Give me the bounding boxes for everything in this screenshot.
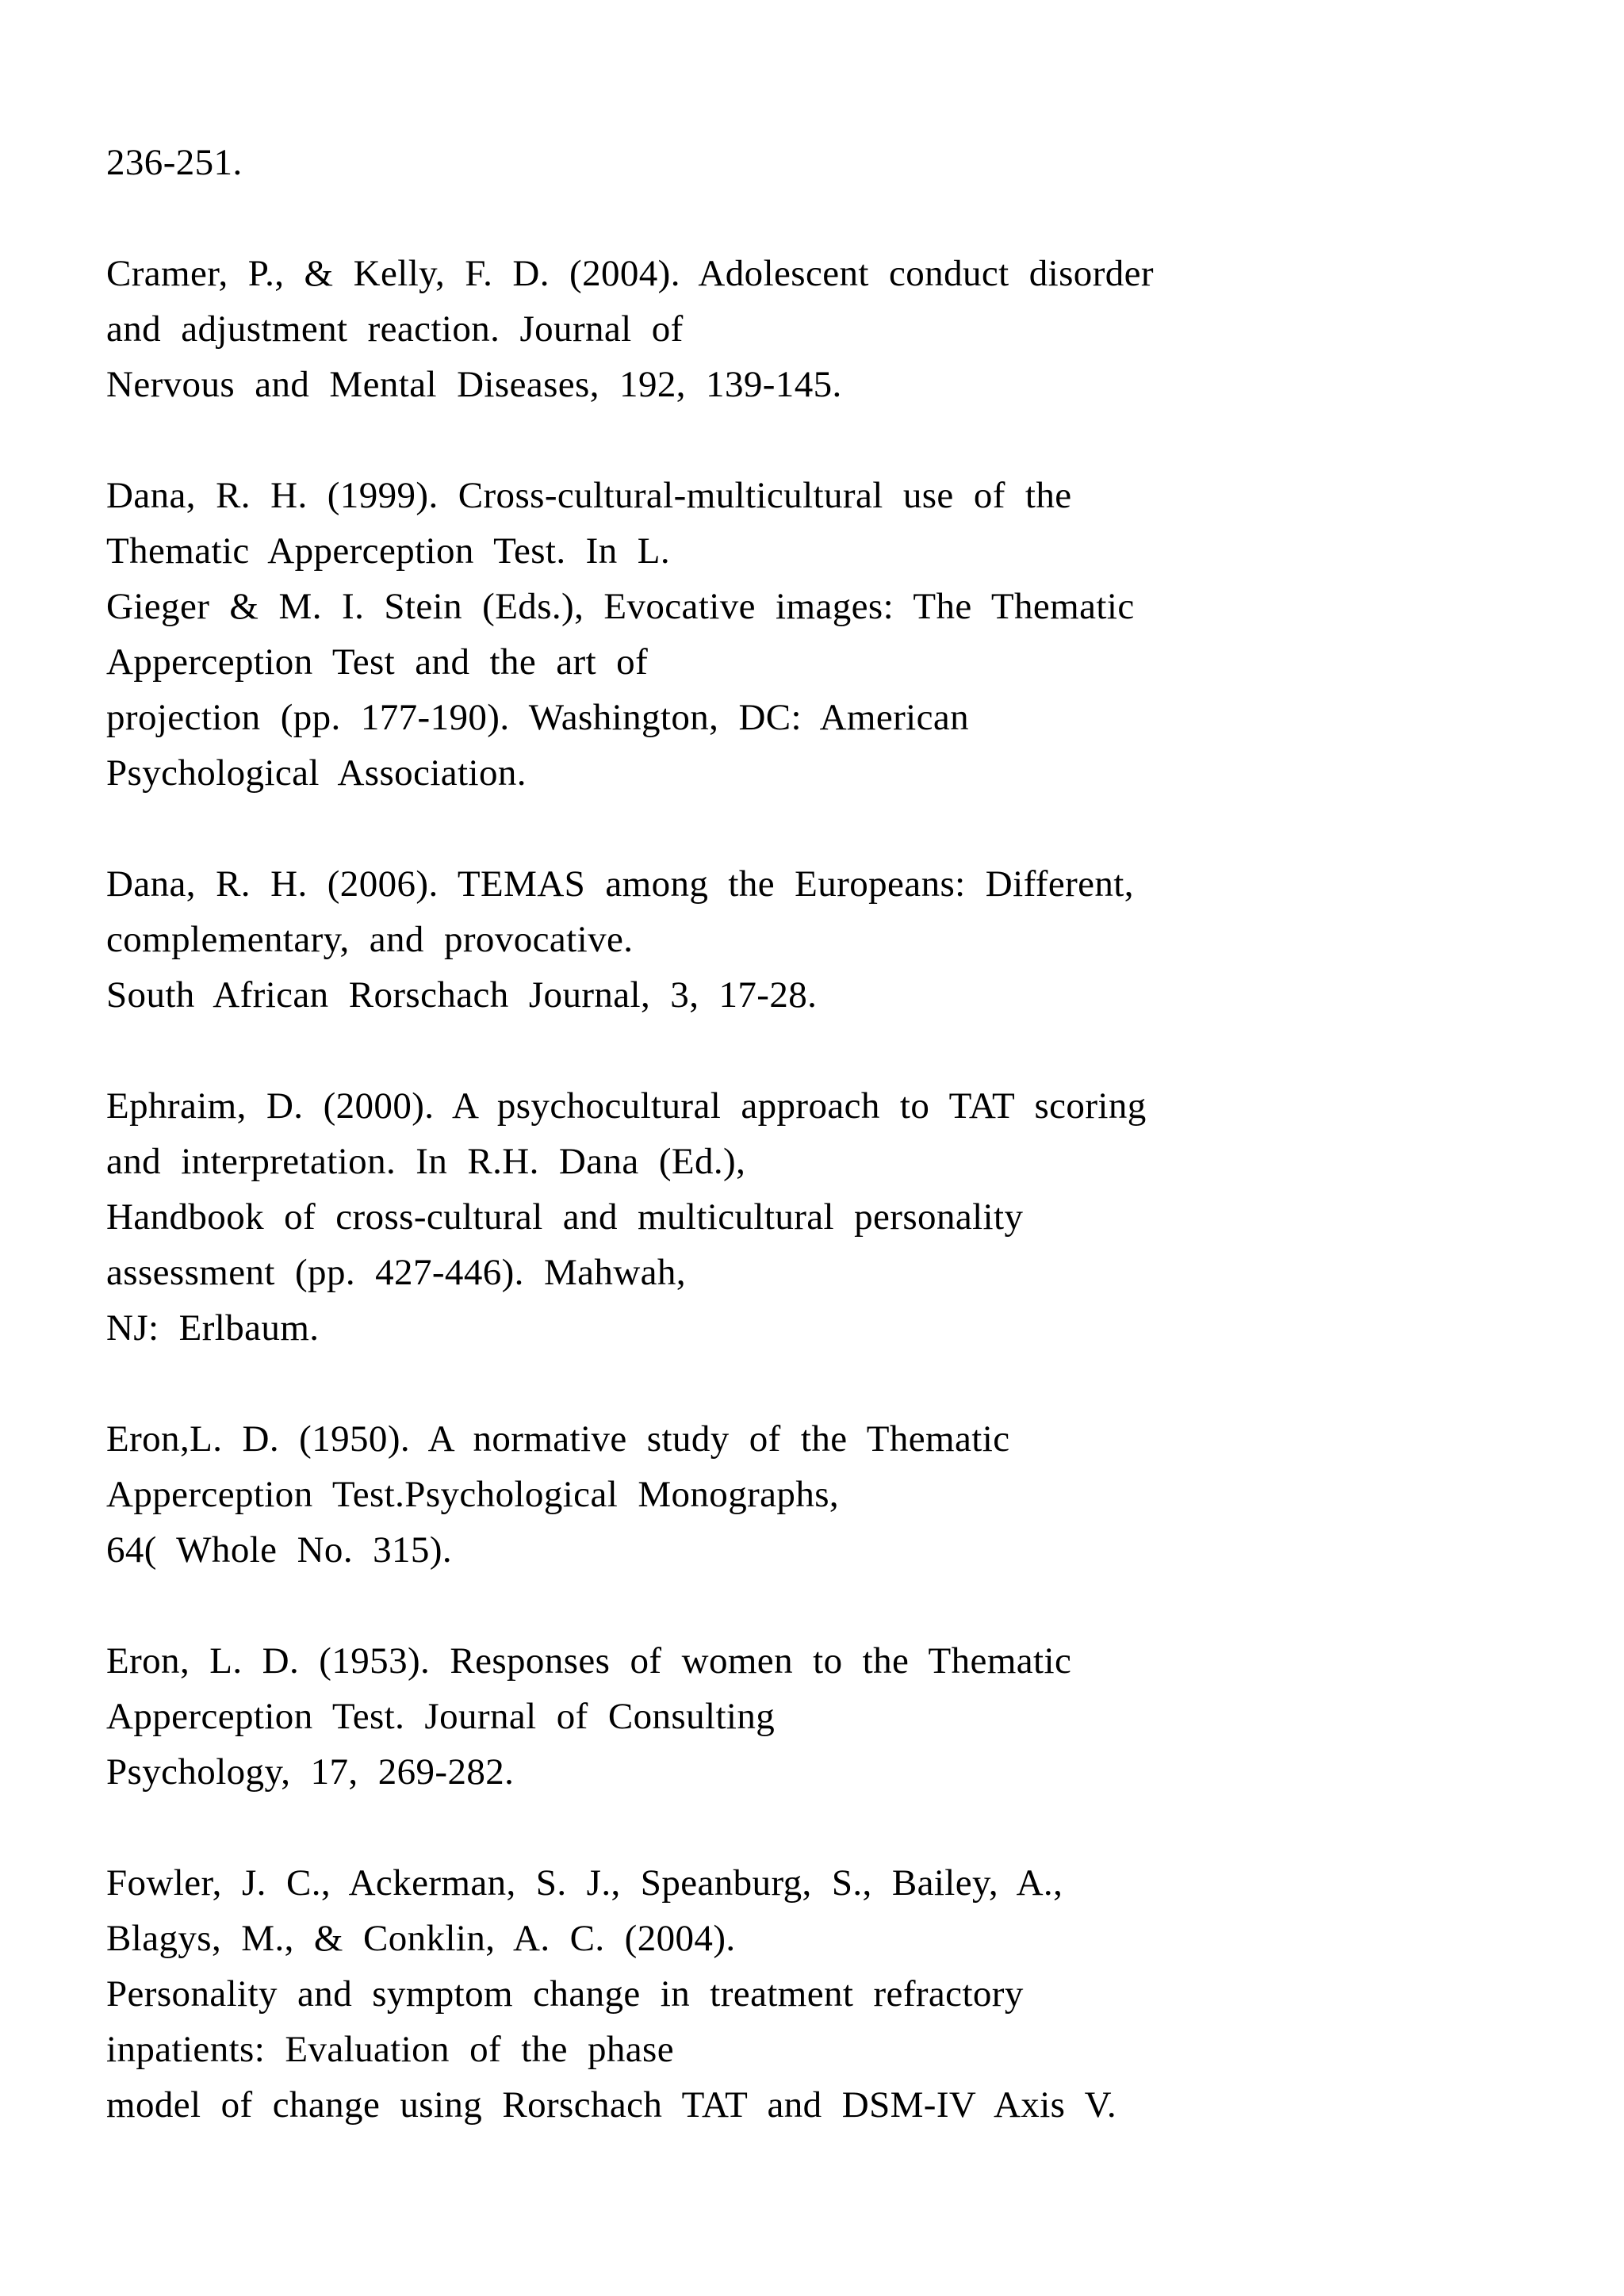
reference-line: NJ: Erlbaum.	[106, 1307, 320, 1349]
reference-line: South African Rorschach Journal, 3, 17-28.	[106, 974, 818, 1016]
reference-entry	[106, 1411, 1513, 1578]
reference-line: Cramer, P., & Kelly, F. D. (2004). Adolescent conduct disorder	[106, 253, 1154, 294]
reference-line: Ephraim, D. (2000). A psychocultural approach to TAT scoring	[106, 1085, 1147, 1127]
reference-entry	[106, 1855, 1513, 2133]
reference-line: Psychological Association.	[106, 752, 527, 794]
reference-line: Nervous and Mental Diseases, 192, 139-145.	[106, 364, 842, 405]
reference-entry	[106, 468, 1513, 801]
reference-line: Apperception Test and the art of	[106, 641, 649, 683]
reference-line: Apperception Test.Psychological Monographs,	[106, 1474, 840, 1515]
reference-line: Eron, L. D. (1953). Responses of women to the Thematic	[106, 1640, 1072, 1682]
reference-line: Personality and symptom change in treatment refractory	[106, 1973, 1024, 2015]
reference-line: complementary, and provocative.	[106, 919, 634, 960]
reference-line: Dana, R. H. (1999). Cross-cultural-multicultural use of the	[106, 475, 1072, 516]
reference-line: Thematic Apperception Test. In L.	[106, 530, 671, 572]
reference-entry	[106, 135, 1513, 190]
reference-line: Dana, R. H. (2006). TEMAS among the Europeans: Different,	[106, 863, 1134, 905]
reference-line: Psychology, 17, 269-282.	[106, 1751, 515, 1793]
reference-line: Gieger & M. I. Stein (Eds.), Evocative images: The Thematic	[106, 586, 1135, 627]
reference-line: Fowler, J. C., Ackerman, S. J., Speanburg, S., Bailey, A.,	[106, 1862, 1063, 1904]
reference-entry	[106, 1078, 1513, 1356]
reference-line: assessment (pp. 427-446). Mahwah,	[106, 1252, 686, 1293]
reference-line: model of change using Rorschach TAT and DSM-IV Axis V.	[106, 2084, 1117, 2126]
reference-entry	[106, 246, 1513, 412]
reference-entry	[106, 856, 1513, 1023]
references-list	[106, 135, 1513, 2133]
reference-line: projection (pp. 177-190). Washington, DC: American	[106, 697, 970, 738]
reference-line: Eron,L. D. (1950). A normative study of the Thematic	[106, 1418, 1010, 1460]
reference-line: inpatients: Evaluation of the phase	[106, 2029, 674, 2070]
reference-line: Blagys, M., & Conklin, A. C. (2004).	[106, 1918, 736, 1959]
reference-entry	[106, 1633, 1513, 1800]
reference-line: and adjustment reaction. Journal of	[106, 308, 684, 350]
reference-line: Apperception Test. Journal of Consulting	[106, 1696, 776, 1737]
reference-line: 64( Whole No. 315).	[106, 1529, 453, 1571]
reference-line: and interpretation. In R.H. Dana (Ed.),	[106, 1141, 746, 1182]
reference-line: Handbook of cross-cultural and multicultural personality	[106, 1196, 1024, 1238]
reference-line: 236-251.	[106, 142, 243, 183]
